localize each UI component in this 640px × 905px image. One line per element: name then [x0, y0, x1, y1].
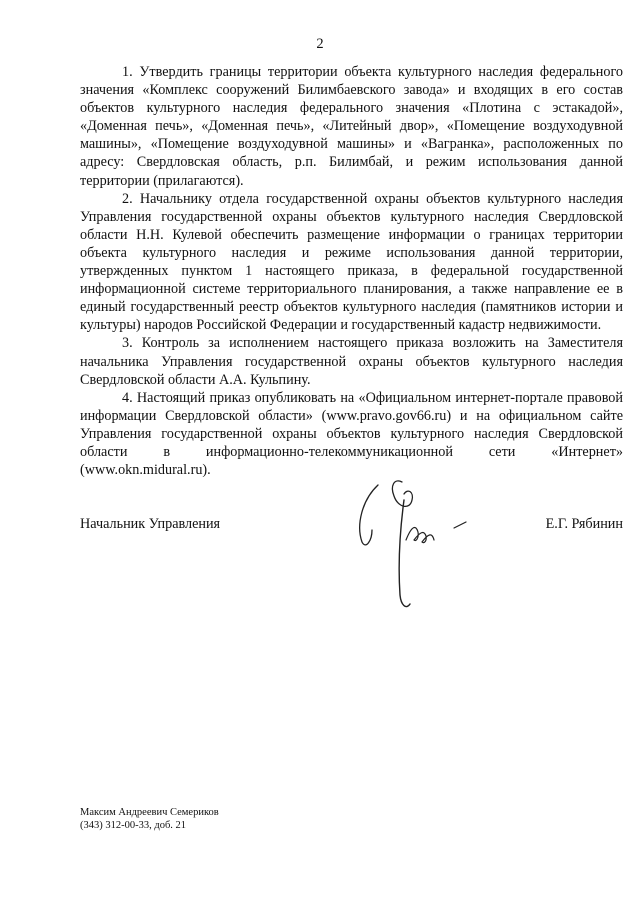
order-body [80, 63, 623, 479]
handwritten-signature [350, 470, 480, 620]
executor-name: Максим Андреевич Семериков [80, 807, 219, 818]
executor-phone: (343) 312-00-33, доб. 21 [80, 820, 187, 831]
paragraph-3: 3. Контроль за исполнением настоящего приказа возложить на Заместителя начальника Управления государственной охраны объектов культурного наследия Свердловской области А.А. Кульпину. [80, 335, 623, 388]
signatory-title: Начальник Управления [80, 516, 221, 532]
executor-footer [80, 806, 219, 832]
page-number: 2 [316, 36, 324, 52]
paragraph-4: 4. Настоящий приказ опубликовать на «Официальном интернет-портале правовой информации Свердловской области» (www.pravo.gov66.ru) и на официальном сайте Управления государственной охраны объектов культурного наследия Свердловской области в информационно-телекоммуникационной сети «Интернет» (www.okn.midural.ru). [80, 389, 623, 479]
signatory-name: Е.Г. Рябинин [545, 516, 623, 532]
paragraph-1: 1. Утвердить границы территории объекта культурного наследия федерального значения «Комплекс сооружений Билимбаевского завода» и входящих в его состав объектов культурного наследия федерального значения «Плотина с эстакадой», «Доменная печь», «Доменная печь», «Литейный двор», «Помещение воздуходувной машины», «Помещение воздуходувной машины» и «Вагранка», расположенных по адресу: Свердловская область, р.п. Билимбай, и режим использования данной территории (прилагаются). [80, 64, 623, 189]
paragraph-2: 2. Начальнику отдела государственной охраны объектов культурного наследия Управления государственной охраны объектов культурного наследия Свердловской области Н.Н. Кулевой обеспечить размещение информации о границах территории объекта культурного наследия и режиме использования данной территории, утвержденных пунктом 1 настоящего приказа, в федеральной государственной информационной системе территориального планирования, а также направление ее в единый государственный реестр объектов культурного наследия (памятников истории и культуры) народов Российской Федерации и государственный кадастр недвижимости. [80, 190, 623, 334]
